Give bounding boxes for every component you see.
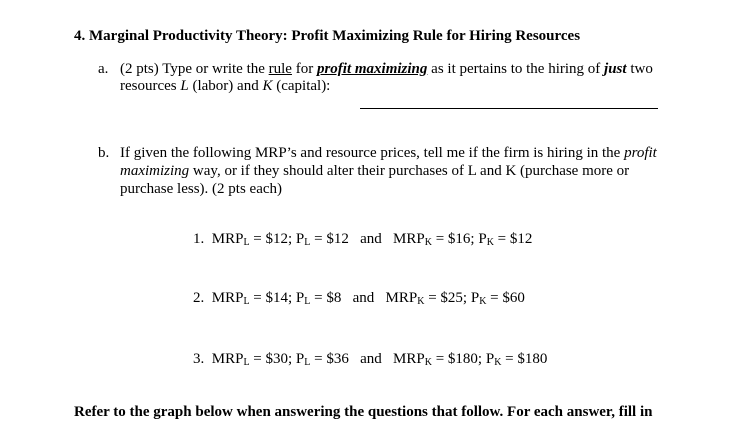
- part-b-line-3: purchase less). (2 pts each): [120, 181, 283, 197]
- part-b-label: b.: [98, 145, 110, 161]
- item-3: 3. $MRP_L$ = $30; $P_L$ = $36 and $MRP_K$ = $180; $P_K$ = $180: [193, 351, 548, 368]
- part-a-line-1: (2 pts) Type or write the rule for profit maximizing as it pertains to the hiring of just two: [120, 61, 653, 77]
- part-b-line-2: maximizing way, or if they should alter their purchases of L and K (purchase more or: [120, 163, 630, 179]
- item-1: 1. $MRP_L$ = $12; $P_L$ = $12 and $MRP_K$ = $16; $P_K$ = $12: [193, 231, 533, 248]
- item-2: 2. $MRP_L$ = $14; $P_L$ = $8 and $MRP_K$ = $25; $P_K$ = $60: [193, 290, 525, 307]
- part-b-line-1: If given the following MRP’s and resource prices, tell me if the firm is hiring in the profit: [120, 145, 657, 161]
- footer-instructions: Refer to the graph below when answering the questions that follow. For each answer, fill in: [74, 404, 653, 420]
- part-a-line-2: resources L (labor) and K (capital):: [120, 78, 331, 94]
- part-a-label: a.: [98, 61, 109, 77]
- answer-blank-line[interactable]: [360, 108, 658, 109]
- question-title: 4. Marginal Productivity Theory: Profit Maximizing Rule for Hiring Resources: [74, 28, 581, 44]
